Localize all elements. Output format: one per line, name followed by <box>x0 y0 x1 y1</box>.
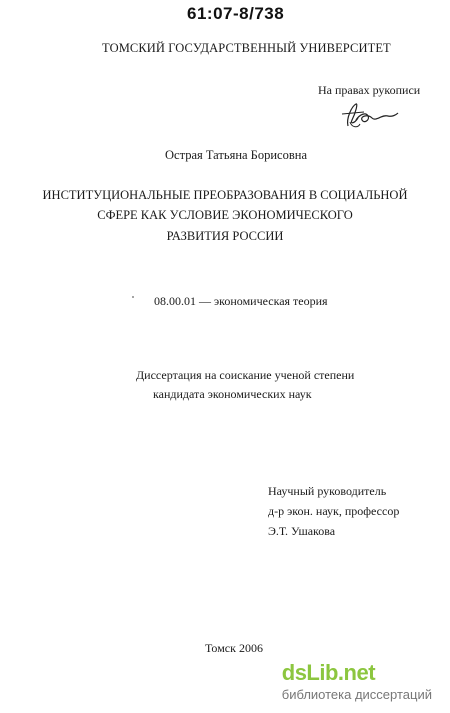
specialty-code: 08.00.01 — экономическая теория <box>154 294 328 308</box>
manuscript-rights-note: На правах рукописи <box>318 83 421 97</box>
signature-icon <box>338 100 400 130</box>
supervisor-line: д-р экон. наук, профессор <box>268 504 400 518</box>
dissertation-title-line: РАЗВИТИЯ РОССИИ <box>166 229 284 243</box>
city-year: Томск 2006 <box>205 641 263 655</box>
dslib-logo: dsLib.net <box>281 660 376 685</box>
supervisor-line: Научный руководитель <box>268 484 387 498</box>
registry-code: 61:07-8/738 <box>187 4 285 23</box>
author-name: Острая Татьяна Борисовна <box>165 148 307 162</box>
supervisor-name: Э.Т. Ушакова <box>268 524 336 538</box>
dissertation-title-line: ИНСТИТУЦИОНАЛЬНЫЕ ПРЕОБРАЗОВАНИЯ В СОЦИАЛЬНОЙ <box>42 188 408 202</box>
degree-line: Диссертация на соискание ученой степени <box>136 368 355 382</box>
scan-speck <box>132 296 134 298</box>
dslib-watermark <box>282 662 432 702</box>
dissertation-title-line: СФЕРЕ КАК УСЛОВИЕ ЭКОНОМИЧЕСКОГО <box>97 208 353 222</box>
dslib-subtitle: библиотека диссертаций <box>281 687 432 702</box>
degree-line: кандидата экономических наук <box>153 387 312 401</box>
university-name: ТОМСКИЙ ГОСУДАРСТВЕННЫЙ УНИВЕРСИТЕТ <box>102 41 391 55</box>
